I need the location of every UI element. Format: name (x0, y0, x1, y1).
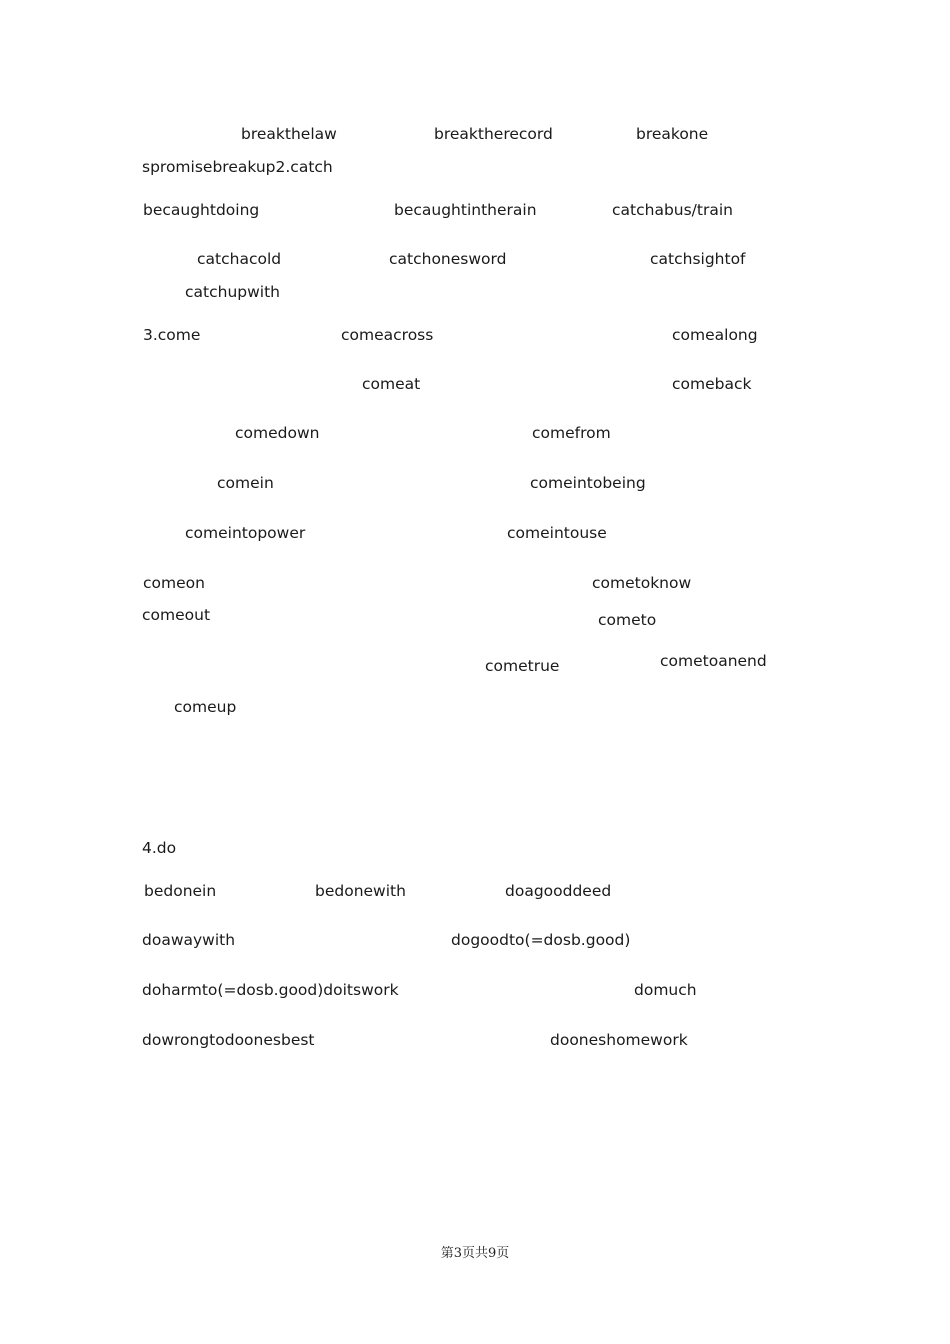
phrase-come-along: comealong (672, 326, 758, 344)
phrase-come-back: comeback (672, 375, 752, 393)
phrase-come-into-power: comeintopower (185, 524, 306, 542)
phrase-be-done-in: bedonein (144, 882, 217, 900)
phrase-catch-ones-word: catchonesword (389, 250, 507, 268)
phrase-come-across: comeacross (341, 326, 434, 344)
section-heading-come: 3.come (143, 326, 201, 344)
phrase-come-into-use: comeintouse (507, 524, 607, 542)
phrase-break-the-law: breakthelaw (241, 125, 337, 143)
phrase-come-to: cometo (598, 611, 657, 629)
phrase-do-good-to: dogoodto(=dosb.good) (451, 931, 631, 949)
phrase-come-on: comeon (143, 574, 205, 592)
phrase-do-ones-homework: dooneshomework (550, 1031, 688, 1049)
section-heading-do: 4.do (142, 839, 177, 857)
page-number-footer: 第3页共9页 (440, 1246, 510, 1261)
phrase-come-in: comein (217, 474, 274, 492)
phrase-catch-a-bus-train: catchabus/train (612, 201, 733, 219)
phrase-catch-a-cold: catchacold (197, 250, 282, 268)
phrase-be-done-with: bedonewith (315, 882, 406, 900)
phrase-come-at: comeat (362, 375, 421, 393)
phrase-catch-sight-of: catchsightof (650, 250, 746, 268)
phrase-come-into-being: comeintobeing (530, 474, 646, 492)
phrase-catch-up-with: catchupwith (185, 283, 280, 301)
phrase-break-ones: breakone (636, 125, 709, 143)
phrase-be-caught-in-the-rain: becaughtintherain (394, 201, 537, 219)
phrase-be-caught-doing: becaughtdoing (143, 201, 260, 219)
phrase-do-much: domuch (634, 981, 697, 999)
phrase-come-up: comeup (174, 698, 237, 716)
phrase-come-to-know: cometoknow (592, 574, 692, 592)
phrase-break-the-record: breaktherecord (434, 125, 553, 143)
phrase-do-away-with: doawaywith (142, 931, 236, 949)
phrase-do-a-good-deed: doagooddeed (505, 882, 612, 900)
phrase-come-out: comeout (142, 606, 211, 624)
phrase-do-harm-to-do-its-work: doharmto(=dosb.good)doitswork (142, 981, 399, 999)
phrase-come-from: comefrom (532, 424, 611, 442)
phrase-do-wrong-to-do-ones-best: dowrongtodoonesbest (142, 1031, 315, 1049)
phrase-promise-break-up-catch: spromisebreakup2.catch (142, 158, 333, 176)
phrase-come-to-an-end: cometoanend (660, 652, 767, 670)
phrase-come-down: comedown (235, 424, 320, 442)
phrase-come-true: cometrue (485, 657, 560, 675)
